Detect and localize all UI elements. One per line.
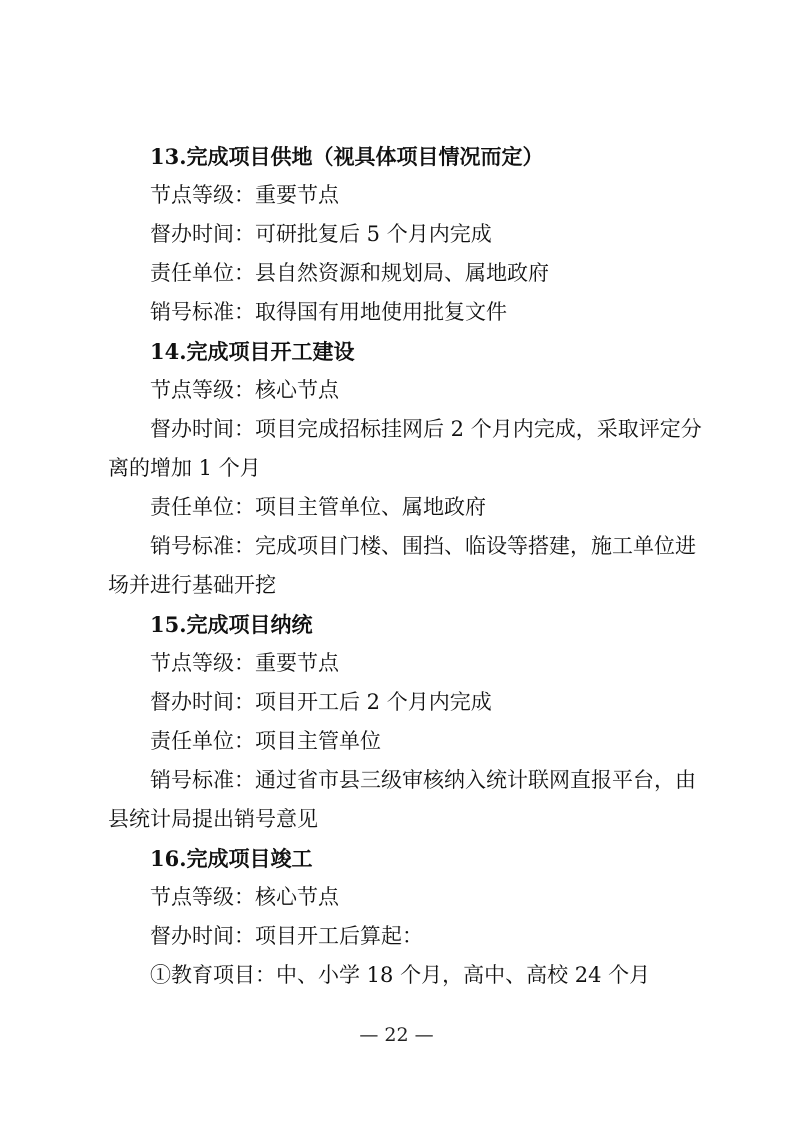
node-level: 节点等级：重要节点 bbox=[150, 183, 339, 207]
responsible-unit: 责任单位：县自然资源和规划局、属地政府 bbox=[150, 261, 549, 285]
responsible-unit: 责任单位：项目主管单位、属地政府 bbox=[150, 495, 486, 519]
node-level: 节点等级：核心节点 bbox=[150, 885, 339, 909]
supervise-time: 督办时间：项目完成招标挂网后 2 个月内完成，采取评定分 bbox=[150, 417, 702, 441]
supervise-time: 督办时间：项目开工后算起： bbox=[150, 924, 423, 948]
completion-standard-continued: 场并进行基础开挖 bbox=[108, 573, 276, 597]
completion-standard-continued: 县统计局提出销号意见 bbox=[108, 807, 318, 831]
node-level: 节点等级：重要节点 bbox=[150, 651, 339, 675]
supervise-time: 督办时间：可研批复后 5 个月内完成 bbox=[150, 222, 492, 246]
completion-standard: 销号标准：通过省市县三级审核纳入统计联网直报平台，由 bbox=[150, 768, 696, 792]
section-heading: 13.完成项目供地（视具体项目情况而定） bbox=[150, 144, 544, 169]
section-heading: 16.完成项目竣工 bbox=[150, 846, 313, 871]
supervise-time: 督办时间：项目开工后 2 个月内完成 bbox=[150, 690, 492, 714]
supervise-time-continued: 离的增加 1 个月 bbox=[108, 456, 261, 480]
page-number: — 22 — bbox=[359, 1024, 434, 1046]
list-item-education: ①教育项目：中、小学 18 个月，高中、高校 24 个月 bbox=[150, 963, 651, 987]
section-heading: 14.完成项目开工建设 bbox=[150, 339, 355, 364]
completion-standard: 销号标准：取得国有用地使用批复文件 bbox=[150, 300, 507, 324]
document-body bbox=[108, 137, 702, 995]
completion-standard: 销号标准：完成项目门楼、围挡、临设等搭建，施工单位进 bbox=[150, 534, 696, 558]
node-level: 节点等级：核心节点 bbox=[150, 378, 339, 402]
responsible-unit: 责任单位：项目主管单位 bbox=[150, 729, 381, 753]
section-heading: 15.完成项目纳统 bbox=[150, 612, 313, 637]
